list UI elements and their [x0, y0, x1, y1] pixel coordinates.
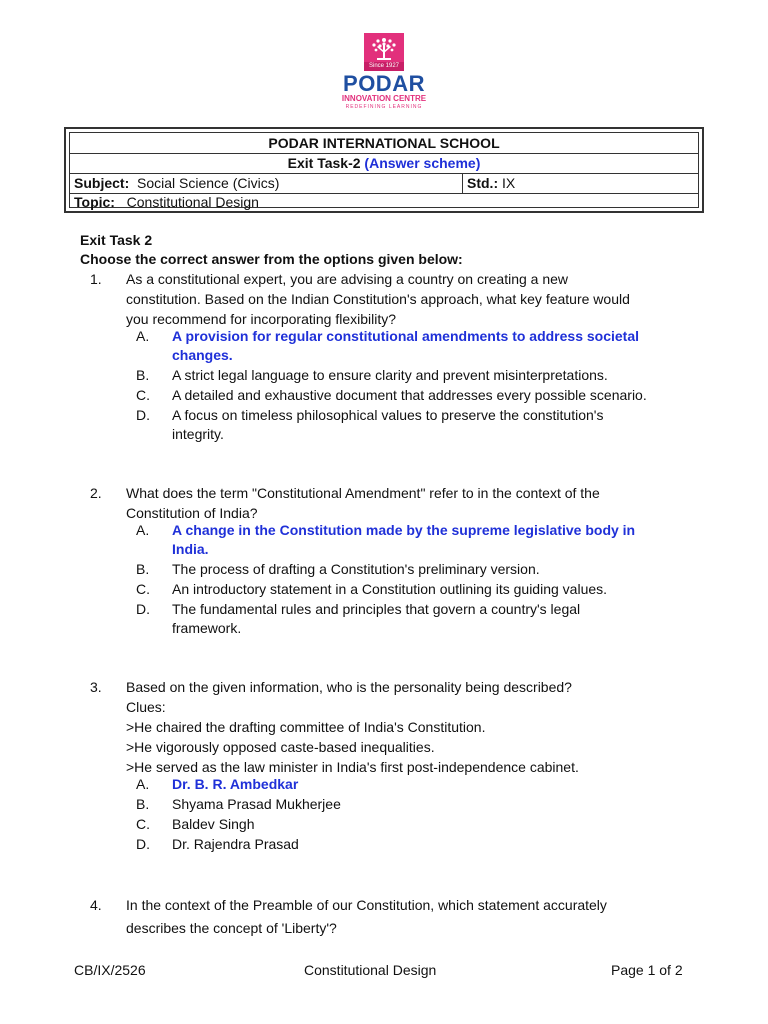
option-text-line: A change in the Constitution made by the supreme legislative body in [172, 522, 636, 538]
question-number: 4. [90, 897, 102, 913]
topic-row [70, 193, 698, 211]
exit-task-heading [80, 231, 463, 269]
subject-row [70, 173, 698, 194]
option-text-line: India. [172, 541, 209, 557]
question-text-line: In the context of the Preamble of our Constitution, which statement accurately [126, 897, 607, 913]
footer-code: CB/IX/2526 [74, 962, 146, 978]
question-text-line: constitution. Based on the Indian Constitution's approach, what key feature would [126, 291, 630, 307]
task-title-row [70, 153, 698, 174]
option-text-line: A detailed and exhaustive document that addresses every possible scenario. [172, 387, 647, 403]
question-text-line: Based on the given information, who is the personality being described? [126, 679, 572, 695]
option-letter: A. [136, 328, 150, 344]
option-letter: C. [136, 816, 150, 832]
question-number: 3. [90, 679, 102, 695]
exit-task-title: Exit Task 2 [80, 232, 153, 248]
option-letter: D. [136, 836, 150, 852]
option-letter: D. [136, 601, 150, 617]
option-text-line: The process of drafting a Constitution's preliminary version. [172, 561, 540, 577]
footer-title: Constitutional Design [304, 962, 437, 978]
option-letter: A. [136, 522, 150, 538]
logo-tagline: REDEFINING LEARNING [345, 104, 423, 110]
option-text-line: A focus on timeless philosophical values to preserve the constitution's [172, 407, 604, 423]
question-text-line: >He served as the law minister in India's first post-independence cabinet. [126, 759, 579, 775]
question-number: 2. [90, 485, 102, 501]
std-label: Std.: [467, 175, 499, 191]
question-text-line: describes the concept of 'Liberty'? [126, 920, 337, 936]
option-letter: A. [136, 776, 150, 792]
option-letter: D. [136, 407, 150, 423]
tree-icon [364, 33, 404, 63]
question-text-line: >He chaired the drafting committee of India's Constitution. [126, 719, 486, 735]
instruction: Choose the correct answer from the options given below: [80, 251, 463, 267]
option-letter: B. [136, 561, 150, 577]
topic-value: Constitutional Design [126, 194, 259, 210]
question-text-line: >He vigorously opposed caste-based inequalities. [126, 739, 435, 755]
option-text-line: Dr. Rajendra Prasad [172, 836, 299, 852]
option-text-line: An introductory statement in a Constitution outlining its guiding values. [172, 581, 608, 597]
option-text-line: framework. [172, 620, 242, 636]
footer-page: Page 1 of 2 [611, 962, 683, 978]
answer-scheme: (Answer scheme) [364, 155, 481, 171]
option-letter: B. [136, 796, 150, 812]
option-letter: C. [136, 581, 150, 597]
logo-subtitle: INNOVATION CENTRE [341, 94, 427, 103]
option-letter: C. [136, 387, 150, 403]
option-letter: B. [136, 367, 150, 383]
subject-value: Social Science (Civics) [137, 175, 280, 191]
question-text-line: Clues: [126, 699, 166, 715]
header-table [64, 127, 704, 213]
question-number: 1. [90, 271, 102, 287]
question-text-line: What does the term "Constitutional Amendment" refer to in the context of the [126, 485, 600, 501]
logo-since: Since 1927 [364, 62, 404, 71]
option-text-line: Baldev Singh [172, 816, 255, 832]
question-text-line: you recommend for incorporating flexibility? [126, 311, 397, 327]
std-cell [462, 173, 515, 193]
school-name: PODAR INTERNATIONAL SCHOOL [70, 133, 698, 154]
option-text-line: The fundamental rules and principles that govern a country's legal [172, 601, 581, 617]
option-text-line: changes. [172, 347, 233, 363]
subject-label: Subject: [74, 175, 130, 191]
option-text-line: Dr. B. R. Ambedkar [172, 776, 299, 792]
topic-label: Topic: [74, 194, 115, 210]
option-text-line: Shyama Prasad Mukherjee [172, 796, 341, 812]
task-title: Exit Task-2 [287, 155, 361, 171]
option-text-line: A provision for regular constitutional amendments to address societal [172, 328, 640, 344]
question-text-line: Constitution of India? [126, 505, 258, 521]
question-text-line: As a constitutional expert, you are advising a country on creating a new [126, 271, 569, 287]
option-text-line: A strict legal language to ensure clarity and prevent misinterpretations. [172, 367, 608, 383]
logo-name: PODAR [343, 71, 425, 96]
option-text-line: integrity. [172, 426, 224, 442]
std-value: IX [502, 175, 516, 191]
